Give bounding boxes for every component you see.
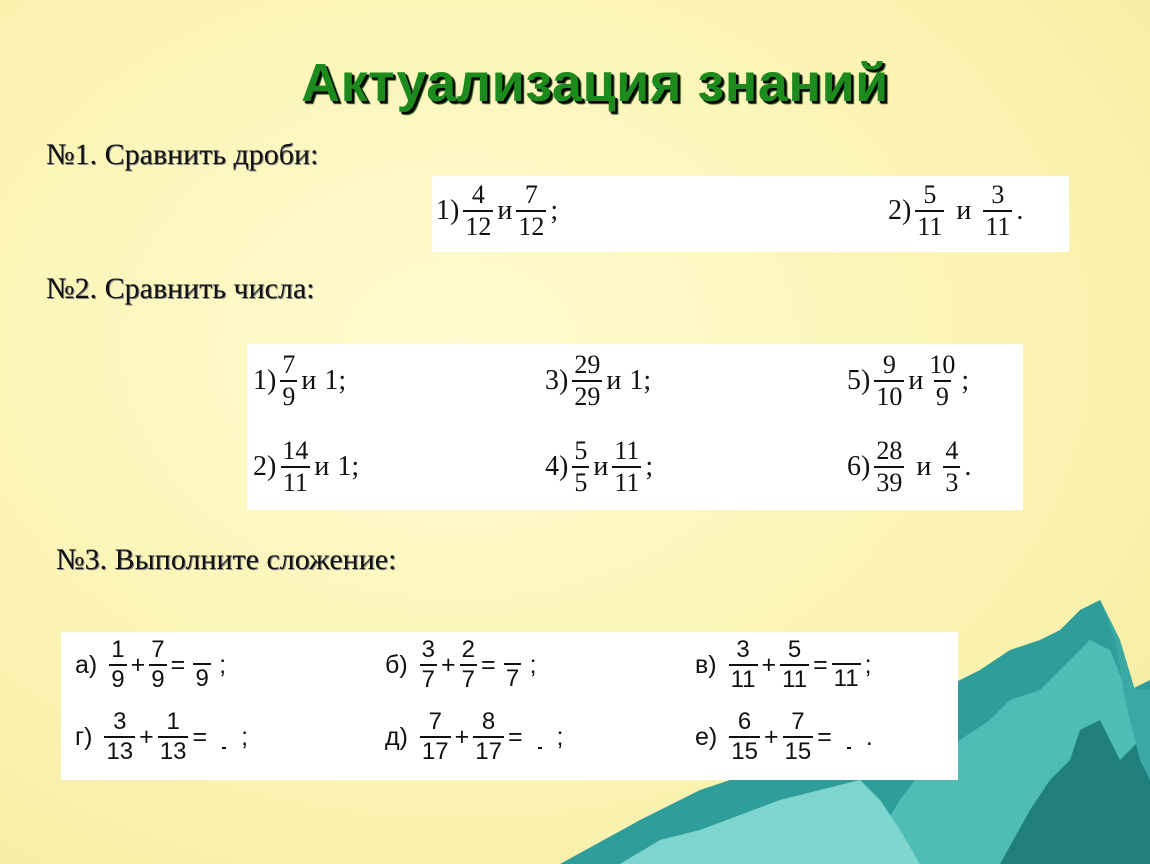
denominator: 7 <box>461 666 475 693</box>
item-label: 2) <box>253 451 277 482</box>
denominator: 9 <box>151 666 165 693</box>
numerator: 2 <box>461 636 475 663</box>
denominator: 39 <box>876 468 903 497</box>
equals-sign: = <box>507 722 523 751</box>
fraction <box>927 352 957 410</box>
denominator: 5 <box>574 468 588 497</box>
denominator: 11 <box>614 468 640 497</box>
answer-fraction <box>832 639 861 691</box>
answer-fraction <box>189 639 215 691</box>
conjunction: и <box>593 451 609 482</box>
numerator: 7 <box>791 708 805 735</box>
task2-item-6 <box>847 438 971 496</box>
punctuation: ; <box>550 195 559 226</box>
page-title: Актуализация знаний <box>301 53 889 113</box>
punctuation: . <box>1016 195 1024 226</box>
task1-item-2 <box>888 182 1023 240</box>
blank-numerator <box>527 723 553 747</box>
blank-numerator <box>189 639 215 663</box>
task2-heading: №2. Сравнить числа: <box>46 272 315 305</box>
denominator: 11 <box>833 665 859 692</box>
punctuation: ; <box>241 722 249 751</box>
numerator: 14 <box>282 436 309 465</box>
fraction <box>460 638 477 692</box>
numerator: 10 <box>929 350 956 379</box>
fraction <box>473 710 504 764</box>
fraction <box>729 638 758 692</box>
fraction <box>729 710 760 764</box>
item-label: 3) <box>545 365 569 396</box>
punctuation: ; <box>219 650 227 679</box>
answer-fraction <box>500 639 526 691</box>
punctuation: ; <box>643 365 652 396</box>
blank-numerator <box>833 639 859 663</box>
conjunction: и <box>908 365 924 396</box>
blank-denominator <box>538 747 542 751</box>
task2-item-1 <box>253 352 346 410</box>
fraction <box>420 710 451 764</box>
item-label: 4) <box>545 451 569 482</box>
numerator: 5 <box>923 180 937 209</box>
fraction <box>516 182 546 240</box>
number: 1 <box>324 365 339 396</box>
task3-heading: №3. Выполните сложение: <box>56 543 397 576</box>
item-label: б) <box>385 650 408 679</box>
conjunction: и <box>497 195 513 226</box>
denominator: 11 <box>730 666 756 693</box>
blank-denominator <box>847 747 851 751</box>
numerator: 4 <box>471 180 485 209</box>
denominator: 12 <box>518 212 545 241</box>
denominator: 17 <box>475 738 502 765</box>
numerator: 7 <box>151 636 165 663</box>
item-label: 2) <box>888 195 912 226</box>
equals-sign: = <box>817 722 832 751</box>
number: 1 <box>337 451 352 482</box>
fraction <box>983 182 1012 240</box>
item-label: в) <box>695 650 717 679</box>
numerator: 3 <box>113 708 127 735</box>
task3-item-e <box>695 710 873 764</box>
fraction <box>780 638 809 692</box>
task3-item-d <box>385 710 564 764</box>
task3-panel <box>61 632 958 780</box>
denominator: 10 <box>876 382 903 411</box>
numerator: 8 <box>481 708 496 735</box>
punctuation: . <box>865 722 873 751</box>
fraction <box>149 638 166 692</box>
numerator: 4 <box>945 436 959 465</box>
numerator: 9 <box>882 350 896 379</box>
item-label: 1) <box>253 365 277 396</box>
numerator: 28 <box>876 436 903 465</box>
fraction <box>158 710 189 764</box>
numerator: 7 <box>428 708 442 735</box>
task3-item-b <box>385 638 537 692</box>
denominator: 9 <box>282 382 296 411</box>
conjunction: и <box>301 365 317 396</box>
item-label: 1) <box>436 195 460 226</box>
plus-sign: + <box>130 650 146 679</box>
task2-item-5 <box>847 352 969 410</box>
denominator: 15 <box>731 738 758 765</box>
number: 1 <box>629 365 644 396</box>
denominator: 9 <box>111 666 125 693</box>
blank-numerator <box>211 723 237 747</box>
fraction <box>943 438 960 496</box>
item-label: г) <box>75 722 93 751</box>
fraction <box>572 438 589 496</box>
task1-panel <box>432 176 1069 252</box>
denominator: 13 <box>106 738 134 765</box>
numerator: 3 <box>736 636 750 663</box>
punctuation: ; <box>961 365 970 396</box>
fraction <box>572 352 602 410</box>
plus-sign: + <box>761 650 777 679</box>
numerator: 6 <box>737 708 752 735</box>
item-label: 6) <box>847 451 871 482</box>
conjunction: и <box>606 365 622 396</box>
fraction <box>280 352 297 410</box>
denominator: 9 <box>195 665 209 692</box>
denominator: 3 <box>945 468 959 497</box>
denominator: 11 <box>917 212 943 241</box>
task1-item-1 <box>436 182 558 240</box>
numerator: 7 <box>524 180 538 209</box>
task2-panel <box>247 344 1023 510</box>
task2-item-3 <box>545 352 651 410</box>
conjunction: и <box>956 195 972 226</box>
fraction <box>420 638 437 692</box>
numerator: 7 <box>282 350 296 379</box>
item-label: 5) <box>847 365 871 396</box>
fraction <box>280 438 310 496</box>
denominator: 15 <box>784 738 812 765</box>
numerator: 5 <box>574 436 588 465</box>
fraction <box>612 438 641 496</box>
conjunction: и <box>314 451 330 482</box>
numerator: 29 <box>574 350 601 379</box>
punctuation: ; <box>556 722 564 751</box>
denominator: 11 <box>282 468 308 497</box>
fraction <box>915 182 944 240</box>
task3-item-v <box>695 638 872 692</box>
task2-item-4 <box>545 438 653 496</box>
punctuation: . <box>964 451 972 482</box>
plus-sign: + <box>454 722 470 751</box>
denominator: 29 <box>574 382 601 411</box>
punctuation: ; <box>529 650 537 679</box>
blank-numerator <box>500 639 526 663</box>
equals-sign: = <box>192 722 208 751</box>
task3-item-a <box>75 638 226 692</box>
denominator: 11 <box>985 212 1011 241</box>
denominator: 13 <box>159 738 187 765</box>
fraction <box>874 438 904 496</box>
denominator: 9 <box>935 382 949 411</box>
conjunction: и <box>916 451 932 482</box>
plus-sign: + <box>441 650 456 679</box>
denominator: 17 <box>421 738 449 765</box>
plus-sign: + <box>763 722 779 751</box>
numerator: 3 <box>421 636 436 663</box>
numerator: 3 <box>991 180 1005 209</box>
blank-numerator <box>836 723 862 747</box>
punctuation: ; <box>864 650 872 679</box>
task1-heading: №1. Сравнить дроби: <box>46 138 319 171</box>
fraction <box>874 352 904 410</box>
denominator: 7 <box>421 666 436 693</box>
fraction <box>104 710 135 764</box>
plus-sign: + <box>139 722 154 751</box>
fraction <box>109 638 126 692</box>
denominator: 12 <box>465 212 492 241</box>
numerator: 1 <box>111 636 125 663</box>
equals-sign: = <box>480 650 496 679</box>
numerator: 5 <box>787 636 802 663</box>
denominator: 11 <box>782 666 808 693</box>
equals-sign: = <box>813 650 828 679</box>
item-label: д) <box>385 722 408 751</box>
punctuation: ; <box>338 365 347 396</box>
item-label: е) <box>695 722 718 751</box>
task3-item-g <box>75 710 248 764</box>
numerator: 11 <box>614 436 640 465</box>
task2-item-2 <box>253 438 359 496</box>
denominator: 7 <box>505 665 520 692</box>
equals-sign: = <box>170 650 186 679</box>
punctuation: ; <box>645 451 654 482</box>
answer-fraction <box>527 723 553 751</box>
fraction <box>463 182 493 240</box>
item-label: а) <box>75 650 98 679</box>
answer-fraction <box>211 723 237 751</box>
fraction <box>783 710 814 764</box>
blank-denominator <box>222 747 226 751</box>
numerator: 1 <box>166 708 180 735</box>
punctuation: ; <box>351 451 360 482</box>
answer-fraction <box>836 723 862 751</box>
